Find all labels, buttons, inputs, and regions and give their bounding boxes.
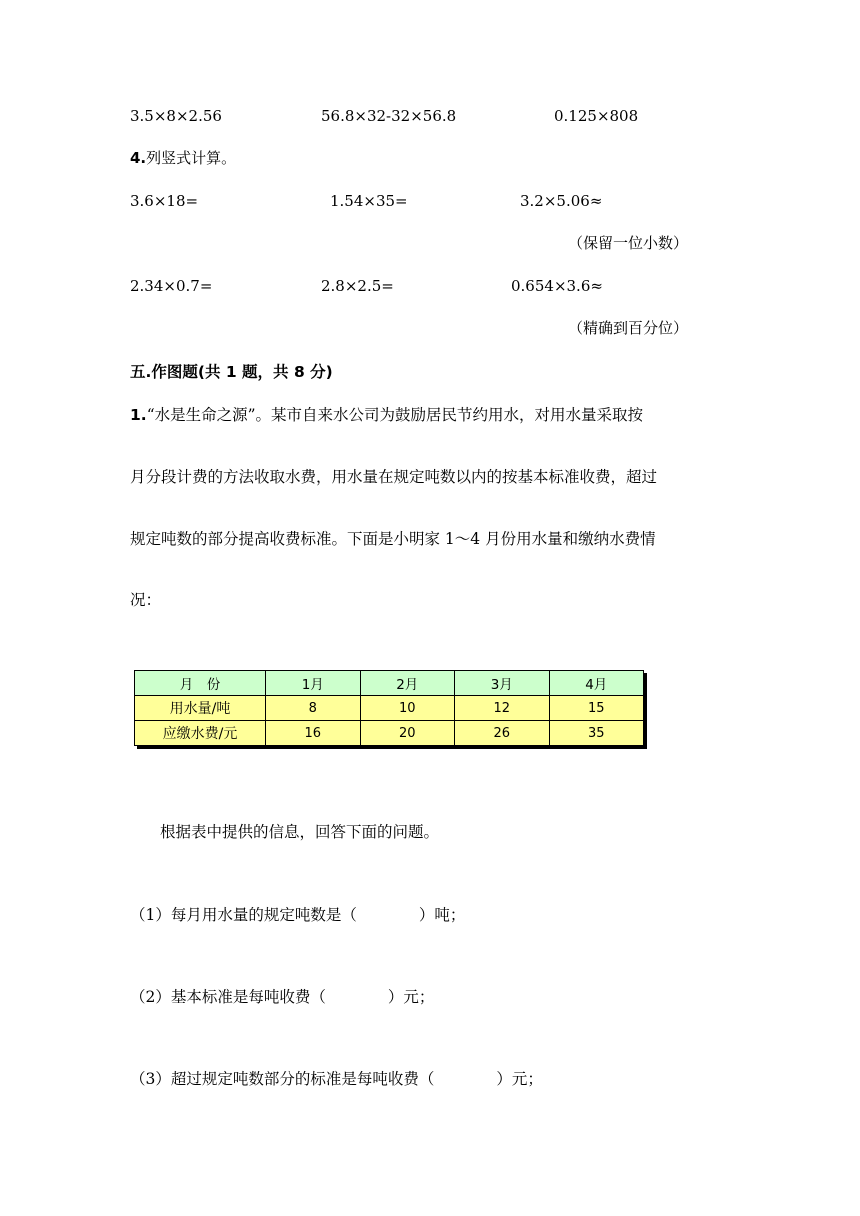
water-usage-table [134,670,644,746]
question-1-line-4: 况： [130,591,162,609]
table-row-label: 应缴水费/元 [135,721,266,746]
question-1-line-3: 规定吨数的部分提高收费标准。下面是小明家 1～4 月份用水量和缴纳水费情 [130,530,656,548]
section-5-heading: 五.作图题(共 1 题，共 8 分) [130,363,333,381]
sub-question-1: （1）每月用水量的规定吨数是（ ）吨； [130,906,466,924]
table-header-cell: 月 份 [135,671,266,696]
expr-0-2: 0.125×808 [554,107,639,125]
expr-1-2: 3.2×5.06≈ [520,192,603,210]
table-cell: 8 [266,696,361,721]
table-cell: 16 [266,721,361,746]
table-row [135,721,644,746]
expr-2-0: 2.34×0.7= [130,277,213,295]
instruction-text: 根据表中提供的信息，回答下面的问题。 [160,823,440,841]
table-row-label: 用水量/吨 [135,696,266,721]
table-cell: 35 [549,721,644,746]
question-4-number: 4. [130,149,147,167]
question-4-title [130,148,236,168]
sub-question-2: （2）基本标准是每吨收费（ ）元； [130,988,435,1006]
expr-0-1: 56.8×32-32×56.8 [321,107,457,125]
table-cell: 26 [455,721,550,746]
expr-1-2-note: （保留一位小数） [568,234,689,252]
table-cell: 10 [360,696,455,721]
expr-1-0: 3.6×18= [130,192,199,210]
sub-question-3: （3）超过规定吨数部分的标准是每吨收费（ ）元； [130,1070,543,1088]
table-header-cell: 3月 [455,671,550,696]
table-header-cell: 2月 [360,671,455,696]
expr-2-1: 2.8×2.5= [321,277,394,295]
table-cell: 15 [549,696,644,721]
table-cell: 20 [360,721,455,746]
question-1-line-1 [130,405,643,425]
table-cell: 12 [455,696,550,721]
question-1-number: 1. [130,406,147,424]
table-row [135,696,644,721]
expr-0-0: 3.5×8×2.56 [130,107,222,125]
table-header-row [135,671,644,696]
expr-2-2: 0.654×3.6≈ [511,277,603,295]
table-header-cell: 4月 [549,671,644,696]
table-header-cell: 1月 [266,671,361,696]
question-1-text-1: “水是生命之源”。某市自来水公司为鼓励居民节约用水，对用水量采取按 [146,406,644,424]
question-1-line-2: 月分段计费的方法收取水费，用水量在规定吨数以内的按基本标准收费，超过 [130,468,658,486]
expr-2-2-note: （精确到百分位） [568,319,689,337]
question-4-text: 列竖式计算。 [146,149,237,167]
expr-1-1: 1.54×35= [330,192,408,210]
